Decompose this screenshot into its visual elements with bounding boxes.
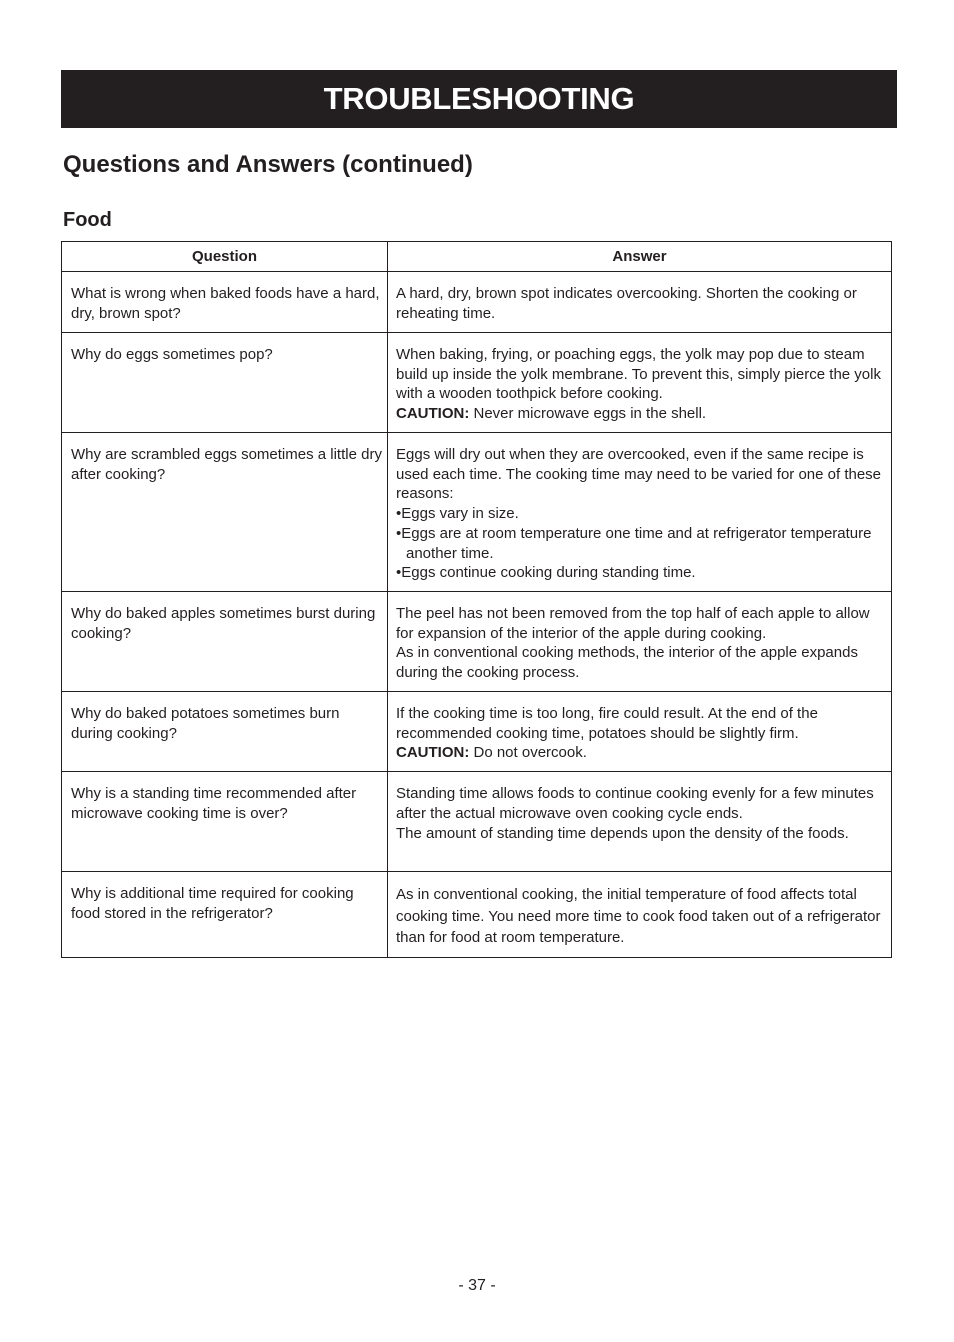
- page-number: - 37 -: [458, 1277, 496, 1294]
- answer-text: When baking, frying, or poaching eggs, the yolk may pop due to steam build up inside the yolk membrane. To prevent this, simply pierce the yolk with a wooden toothpick before cooking.: [396, 346, 881, 403]
- qa-table: [61, 241, 892, 958]
- caution-text: Never microwave eggs in the shell.: [469, 405, 707, 423]
- answer-cell: [388, 592, 892, 692]
- caution-label: CAUTION:: [396, 405, 470, 423]
- section-title: Questions and Answers (continued): [63, 151, 473, 178]
- question-cell: Why do baked potatoes sometimes burn during cooking?: [62, 692, 388, 772]
- table-row: [62, 692, 892, 772]
- answer-text: The peel has not been removed from the top half of each apple to allow for expansion of the interior of the apple during cooking.: [396, 605, 870, 642]
- answer-text: If the cooking time is too long, fire could result. At the end of the recommended cooking time, potatoes should be slightly firm.: [396, 705, 818, 742]
- table-row: [62, 592, 892, 692]
- answer-cell: [388, 692, 892, 772]
- answer-cell: [388, 333, 892, 433]
- question-cell: Why is additional time required for cooking food stored in the refrigerator?: [62, 872, 388, 958]
- answer-cell: As in conventional cooking, the initial temperature of food affects total cooking time. You need more time to cook food taken out of a refrigerator than for food at room temperature.: [388, 872, 892, 958]
- question-cell: Why do baked apples sometimes burst during cooking?: [62, 592, 388, 692]
- bullet-item: •Eggs are at room temperature one time and at refrigerator temperature another time.: [396, 524, 872, 562]
- question-cell: Why do eggs sometimes pop?: [62, 333, 388, 433]
- caution-label: CAUTION:: [396, 744, 470, 762]
- answer-text: Standing time allows foods to continue cooking evenly for a few minutes after the actual microwave oven cooking cycle ends.: [396, 785, 874, 822]
- page-banner-title: TROUBLESHOOTING: [61, 70, 897, 128]
- answer-text-2: The amount of standing time depends upon the density of the foods.: [396, 824, 849, 842]
- subsection-title: Food: [63, 209, 112, 231]
- table-row: [62, 872, 892, 958]
- question-cell: What is wrong when baked foods have a hard, dry, brown spot?: [62, 272, 388, 333]
- table-header-row: [62, 242, 892, 272]
- caution-text: Do not overcook.: [469, 744, 587, 762]
- table-row: [62, 433, 892, 592]
- question-cell: Why is a standing time recommended after microwave cooking time is over?: [62, 772, 388, 872]
- table-row: [62, 772, 892, 872]
- answer-cell: A hard, dry, brown spot indicates overcooking. Shorten the cooking or reheating time.: [388, 272, 892, 333]
- bullet-item: •Eggs vary in size.: [396, 505, 519, 523]
- table-row: [62, 333, 892, 433]
- table-row: [62, 272, 892, 333]
- answer-text: Eggs will dry out when they are overcooked, even if the same recipe is used each time. The cooking time may need to be varied for one of these reasons:: [396, 446, 882, 503]
- answer-column-header: Answer: [388, 242, 892, 272]
- answer-cell: [388, 433, 892, 592]
- bullet-item: •Eggs continue cooking during standing time.: [396, 564, 696, 582]
- question-cell: Why are scrambled eggs sometimes a little dry after cooking?: [62, 433, 388, 592]
- answer-cell: [388, 772, 892, 872]
- question-column-header: Question: [62, 242, 388, 272]
- answer-text-2: As in conventional cooking methods, the interior of the apple expands during the cooking process.: [396, 644, 858, 682]
